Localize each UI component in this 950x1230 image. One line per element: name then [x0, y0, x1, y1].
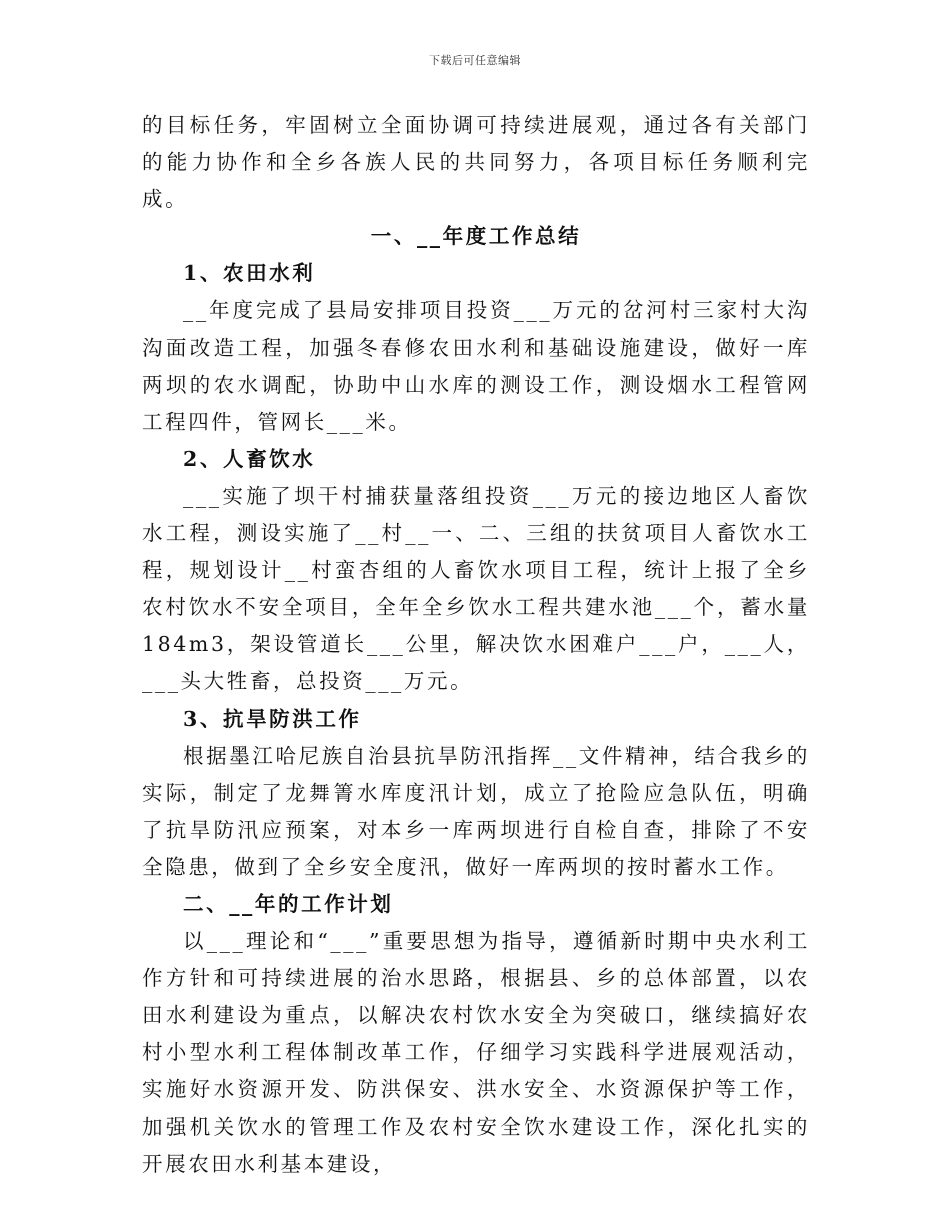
subsection-3-heading: 3、抗旱防洪工作	[183, 706, 362, 731]
intro-paragraph: 的目标任务，牢固树立全面协调可持续进展观，通过各有关部门的能力协作和全乡各族人民的共同努力，各项目标任务顺利完成。	[142, 113, 810, 212]
section-2-heading: 二、__年的工作计划	[183, 891, 394, 916]
page-header: 下载后可任意编辑	[429, 54, 521, 67]
subsection-1-paragraph: __年度完成了县局安排项目投资___万元的岔河村三家村大沟沟面改造工程，加强冬春修农田水利和基础设施建设，做好一库两坝的农水调配，协助中山水库的测设工作，测设烟水工程管网工程四件，管网长___米。	[142, 298, 810, 434]
section-1-heading: 一、__年度工作总结	[370, 224, 582, 249]
document-body	[142, 107, 810, 1183]
subsection-2-heading: 2、人畜饮水	[183, 446, 316, 471]
subsection-3-paragraph: 根据墨江哈尼族自治县抗旱防汛指挥__文件精神，结合我乡的实际，制定了龙舞箐水库度汛计划，成立了抢险应急队伍，明确了抗旱防汛应预案，对本乡一库两坝进行自检自查，排除了不安全隐患，做到了全乡安全度汛，做好一库两坝的按时蓄水工作。	[142, 743, 810, 879]
section-2-paragraph: 以___理论和“___”重要思想为指导，遵循新时期中央水利工作方针和可持续进展的治水思路，根据县、乡的总体部置，以农田水利建设为重点，以解决农村饮水安全为突破口，继续搞好农村小型水利工程体制改革工作，仔细学习实践科学进展观活动，实施好水资源开发、防洪保安、洪水安全、水资源保护等工作，加强机关饮水的管理工作及农村安全饮水建设工作，深化扎实的开展农田水利基本建设，	[142, 929, 810, 1176]
subsection-1-heading: 1、农田水利	[183, 261, 316, 286]
subsection-2-paragraph: ___实施了坝干村捕获量落组投资___万元的接边地区人畜饮水工程，测设实施了__村__一、二、三组的扶贫项目人畜饮水工程，规划设计__村蛮杏组的人畜饮水项目工程，统计上报了全乡农村饮水不安全项目，全年全乡饮水工程共建水池___个，蓄水量184m3，架设管道长___公里，解决饮水困难户___户，___人，___头大牲畜，总投资___万元。	[142, 483, 810, 694]
